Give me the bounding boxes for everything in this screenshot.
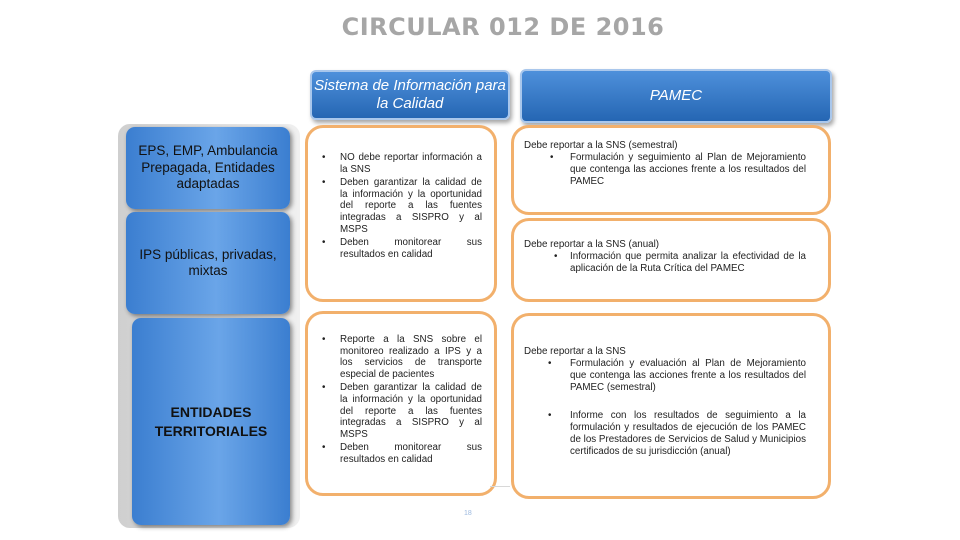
bullet-icon: • (550, 152, 554, 163)
list-item: • Deben garantizar la calidad de la información y la oportunidad del reporte a las fuentes integradas a SISPRO y al MSPS (322, 177, 482, 235)
bullet-icon: • (322, 334, 326, 345)
entity-ips: IPS públicas, privadas, mixtas (126, 212, 290, 314)
pamec-box-eps (511, 125, 831, 215)
list-item: • Reporte a la SNS sobre el monitoreo realizado a IPS y a los servicios de transporte especial de pacientes (322, 334, 482, 380)
list-item: • Formulación y evaluación al Plan de Mejoramiento que contenga las acciones frente a los resultados del PAMEC (semestral) (548, 358, 806, 393)
connector-line (490, 486, 510, 487)
bullet-icon: • (322, 382, 326, 394)
pamec-box-heading: Debe reportar a la SNS (anual) (524, 239, 660, 250)
sic-box-territoriales (305, 311, 497, 496)
list-item: • Información que permita analizar la efectividad de la aplicación de la Ruta Crítica del PAMEC (554, 251, 806, 274)
pamec-box-territoriales (511, 313, 831, 499)
list-item: • Deben monitorear sus resultados en calidad (322, 442, 482, 465)
list-item: • Informe con los resultados de seguimiento a la formulación y resultados de ejecución de los PAMEC de los Prestadores de Servicios de Salud y Municipios certificados de su jurisdicción (anual) (548, 410, 806, 457)
entity-territoriales: ENTIDADES TERRITORIALES (132, 318, 290, 525)
bullet-icon: • (322, 177, 326, 189)
list-item: • NO debe reportar información a la SNS (322, 152, 482, 175)
pamec-box-heading: Debe reportar a la SNS (524, 346, 626, 357)
bullet-icon: • (322, 152, 326, 163)
list-item: • Formulación y seguimiento al Plan de Mejoramiento que contenga las acciones frente a los resultados del PAMEC (550, 152, 806, 187)
bullet-icon: • (322, 237, 326, 249)
bullet-icon: • (548, 410, 552, 421)
sic-box-eps-ips (305, 125, 497, 302)
header-pamec: PAMEC (520, 69, 832, 123)
page-title: CIRCULAR 012 DE 2016 (341, 13, 665, 41)
list-item: • Deben garantizar la calidad de la información y la oportunidad del reporte a las fuentes integradas a SISPRO y al MSPS (322, 382, 482, 440)
bullet-icon: • (322, 442, 326, 454)
list-item: • Deben monitorear sus resultados en calidad (322, 237, 482, 260)
header-sistema-informacion-calidad: Sistema de Información para la Calidad (310, 70, 510, 120)
page-number: 18 (464, 510, 472, 517)
pamec-box-heading: Debe reportar a la SNS (semestral) (524, 140, 678, 151)
entity-eps-emp: EPS, EMP, Ambulancia Prepagada, Entidades adaptadas (126, 127, 290, 209)
pamec-box-ips (511, 218, 831, 302)
bullet-icon: • (554, 251, 558, 262)
bullet-icon: • (548, 358, 552, 369)
